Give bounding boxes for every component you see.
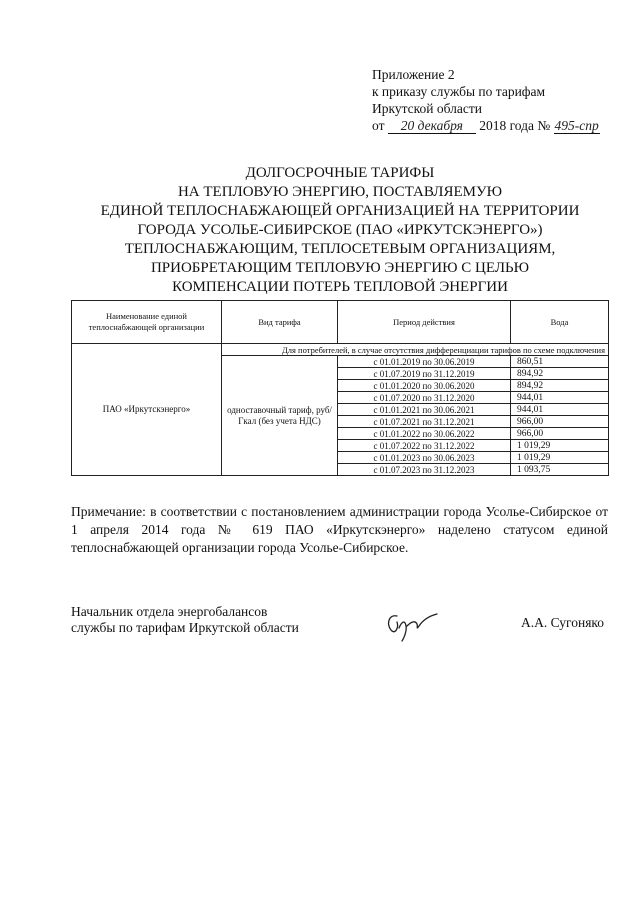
header-tariff-type: Вид тарифа — [222, 301, 338, 344]
value-cell: 894,92 — [511, 368, 609, 380]
period-cell: с 01.07.2023 по 31.12.2023 — [338, 464, 511, 476]
header-water: Вода — [511, 301, 609, 344]
title-line: ПРИОБРЕТАЮЩИМ ТЕПЛОВУЮ ЭНЕРГИЮ С ЦЕЛЬЮ — [150, 260, 530, 276]
signer-position — [71, 604, 299, 636]
handwritten-number: 495-спр — [554, 118, 599, 133]
title-line: НА ТЕПЛОВУЮ ЭНЕРГИЮ, ПОСТАВЛЯЕМУЮ — [177, 184, 503, 200]
document-title — [80, 164, 600, 297]
period-cell: с 01.07.2021 по 31.12.2021 — [338, 416, 511, 428]
period-cell: с 01.01.2021 по 30.06.2021 — [338, 404, 511, 416]
date-suffix: 2018 года № — [479, 118, 551, 133]
appendix-line-1: Приложение 2 — [372, 67, 455, 82]
signer-position-line-2: службы по тарифам Иркутской области — [71, 620, 299, 635]
value-cell: 894,92 — [511, 380, 609, 392]
period-cell: с 01.01.2023 по 30.06.2023 — [338, 452, 511, 464]
period-cell: с 01.07.2019 по 31.12.2019 — [338, 368, 511, 380]
consumer-subheader: Для потребителей, в случае отсутствия дифференциации тарифов по схеме подключения — [222, 344, 609, 356]
date-prefix: от — [372, 118, 385, 133]
value-cell: 944,01 — [511, 404, 609, 416]
tariffs-table — [71, 300, 609, 476]
appendix-line-2: к приказу службы по тарифам — [372, 84, 546, 99]
appendix-line-3: Иркутской области — [372, 101, 483, 116]
period-cell: с 01.01.2019 по 30.06.2019 — [338, 356, 511, 368]
tariff-type-cell: одноставочный тариф, руб/Гкал (без учета НДС) — [222, 356, 338, 476]
appendix-date-line — [372, 117, 632, 134]
header-organization: Наименование единой теплоснабжающей организации — [72, 301, 222, 344]
value-cell: 966,00 — [511, 416, 609, 428]
appendix-block — [372, 66, 632, 134]
value-cell: 944,01 — [511, 392, 609, 404]
title-line: ДОЛГОСРОЧНЫЕ ТАРИФЫ — [245, 165, 435, 181]
signer-position-line-1: Начальник отдела энергобалансов — [71, 604, 268, 619]
signer-name: А.А. Сугоняко — [521, 615, 605, 630]
table-header-row — [72, 301, 609, 344]
value-cell: 860,51 — [511, 356, 609, 368]
handwritten-date: 20 декабря — [388, 119, 476, 134]
value-cell: 1 093,75 — [511, 464, 609, 476]
note-paragraph: Примечание: в соответствии с постановлением администрации города Усолье-Сибирское от 1 апреля 2014 года № 619 ПАО «Иркутскэнерго» наделено статусом единой теплоснабжающей организации города Усолье-Сибирское. — [71, 504, 608, 555]
period-cell: с 01.01.2022 по 30.06.2022 — [338, 428, 511, 440]
value-cell: 1 019,29 — [511, 452, 609, 464]
table-subheader-row — [72, 344, 609, 356]
title-line: ГОРОДА УСОЛЬЕ-СИБИРСКОЕ (ПАО «ИРКУТСКЭНЕРГО») — [137, 222, 543, 238]
period-cell: с 01.07.2020 по 31.12.2020 — [338, 392, 511, 404]
organization-cell: ПАО «Иркутскэнерго» — [72, 344, 222, 476]
title-line: КОМПЕНСАЦИИ ПОТЕРЬ ТЕПЛОВОЙ ЭНЕРГИИ — [172, 279, 508, 295]
header-period: Период действия — [338, 301, 511, 344]
value-cell: 1 019,29 — [511, 440, 609, 452]
title-line: ТЕПЛОСНАБЖАЮЩИМ, ТЕПЛОСЕТЕВЫМ ОРГАНИЗАЦИЯМ, — [124, 241, 556, 257]
title-line: ЕДИНОЙ ТЕПЛОСНАБЖАЮЩЕЙ ОРГАНИЗАЦИЕЙ НА ТЕРРИТОРИИ — [100, 203, 580, 219]
handwritten-signature — [383, 608, 443, 642]
period-cell: с 01.01.2020 по 30.06.2020 — [338, 380, 511, 392]
value-cell: 966,00 — [511, 428, 609, 440]
period-cell: с 01.07.2022 по 31.12.2022 — [338, 440, 511, 452]
